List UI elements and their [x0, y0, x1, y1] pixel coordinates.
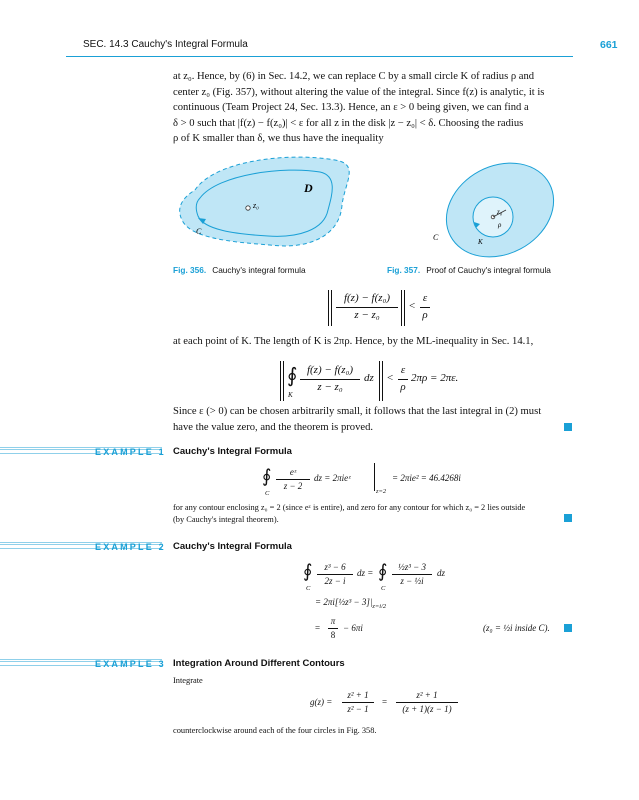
eval-sub: z=2: [376, 488, 387, 495]
end-example-square: [564, 624, 572, 632]
integral-sub: C: [381, 585, 386, 592]
running-header: SEC. 14.3 Cauchy's Integral Formula: [83, 39, 248, 50]
fig357-caption: [387, 265, 551, 275]
line2-sub: z=i/2: [372, 603, 387, 610]
text-line: (by Cauchy's integral theorem).: [173, 515, 279, 524]
region-d: [180, 157, 350, 246]
rhs-den: ρ: [400, 381, 406, 393]
dz: dz: [437, 568, 446, 578]
example-3-label: EXAMPLE 3: [95, 659, 166, 669]
fig356-number: Fig. 356.: [173, 265, 207, 275]
frac-den: z − ½i: [400, 576, 424, 586]
frac-num: π: [330, 616, 336, 626]
frac-den: 2z − i: [324, 576, 346, 586]
frac-den: (z + 1)(z − 1): [402, 704, 452, 714]
rhs-tail: 2πρ = 2πε.: [411, 372, 459, 384]
point-z0: [246, 206, 250, 210]
dz: dz: [364, 372, 374, 384]
frac-num: eᶻ: [289, 467, 297, 477]
end-proof-square: [564, 423, 572, 431]
example-1-label: EXAMPLE 1: [95, 447, 166, 457]
paragraph-3: [173, 404, 573, 435]
label-z0-2: z₀: [497, 208, 503, 216]
result: = 2πie² = 46.4268i: [392, 473, 461, 483]
text-line: center z₀ (Fig. 357), without altering the value of the integral. Since f(z) is analytic, it is: [173, 86, 545, 98]
integral-sign: ∮: [378, 561, 388, 581]
label-c: C: [196, 227, 202, 236]
fig356-caption: [173, 265, 306, 275]
frac-num: z² + 1: [347, 690, 369, 700]
end-example-square: [564, 514, 572, 522]
example-2-title: Cauchy's Integral Formula: [173, 541, 292, 552]
label-k: K: [478, 238, 483, 246]
text-line: at each point of K. The length of K is 2πρ. Hence, by the ML-inequality in Sec. 14.1,: [173, 336, 534, 347]
frac-den: z − 2: [283, 481, 303, 491]
page-number: 661: [600, 39, 618, 51]
text-line: δ > 0 such that |f(z) − f(z₀)| < ε for all z in the disk |z − z₀| < δ. Choosing the radius: [173, 117, 524, 129]
rhs-num: ε: [400, 364, 406, 376]
integral-sign: ∮: [287, 365, 298, 387]
frac-den: z − z₀: [317, 381, 343, 393]
paragraph-2: [173, 334, 573, 350]
frac-den: z² − 1: [347, 704, 369, 714]
text-line: have the value zero, and the theorem is proved.: [173, 421, 374, 433]
line3-note: (z₀ = ½i inside C).: [483, 623, 550, 633]
text-line: Since ε (> 0) can be chosen arbitrarily small, it follows that the last integral in (2) must: [173, 406, 542, 417]
line3-tail: − 6πi: [343, 623, 363, 633]
fig356-text: Cauchy's integral formula: [212, 265, 306, 275]
frac-num: ½z³ − 3: [397, 562, 427, 572]
integral-sub: C: [265, 490, 270, 497]
label-rho: ρ: [498, 221, 502, 229]
g-label: g(z) =: [310, 697, 333, 707]
text-line: for any contour enclosing z₀ = 2 (since eᶻ is entire), and zero for any contour for which z₀ = 2 lies outside: [173, 503, 526, 512]
figures-svg: [160, 150, 580, 260]
equals: =: [382, 697, 388, 707]
frac-den: z − z₀: [354, 309, 380, 321]
rhs-num: ε: [422, 292, 428, 304]
integral-sign: ∮: [303, 561, 313, 581]
text-line: ρ of K smaller than δ, we thus have the inequality: [173, 133, 384, 145]
example-3-tail: counterclockwise around each of the four circles in Fig. 358.: [173, 726, 377, 735]
label-c-2: C: [433, 233, 439, 242]
dz-eq: dz =: [357, 568, 374, 578]
frac-num: z² + 1: [416, 690, 438, 700]
label-d: D: [304, 181, 313, 195]
example-3-intro: Integrate: [173, 676, 203, 685]
example-3-title: Integration Around Different Contours: [173, 658, 345, 669]
header-rule: [66, 56, 573, 57]
example-1-title: Cauchy's Integral Formula: [173, 446, 292, 457]
rhs-den: ρ: [422, 309, 428, 321]
fig357-number: Fig. 357.: [387, 265, 421, 275]
fig357-text: Proof of Cauchy's integral formula: [426, 265, 551, 275]
frac-den: 8: [330, 630, 336, 640]
frac-num: z³ − 6: [324, 562, 346, 572]
label-z0: z₀: [253, 201, 259, 210]
frac-num: f(z) − f(z₀): [306, 364, 354, 376]
integral-sub: K: [288, 391, 293, 399]
integral-sign: ∮: [262, 466, 272, 486]
example-2-label: EXAMPLE 2: [95, 542, 166, 552]
example-2-line2: [315, 597, 386, 610]
text-line: at z₀. Hence, by (6) in Sec. 14.2, we can replace C by a small circle K of radius ρ and: [173, 71, 535, 82]
example-1-note: [173, 502, 575, 526]
lt-sign: <: [387, 372, 394, 384]
lt-sign: <: [409, 300, 416, 312]
intro-paragraph: [173, 69, 573, 147]
frac-num: f(z) − f(z₀): [343, 292, 391, 304]
integral-sub: C: [306, 585, 311, 592]
middle: dz = 2πieᶻ: [314, 473, 351, 483]
line2: = 2πi[½z³ − 3]|: [315, 597, 373, 607]
text-line: continuous (Team Project 24, Sec. 13.3). Hence, an ε > 0 being given, we can find a: [173, 102, 529, 114]
